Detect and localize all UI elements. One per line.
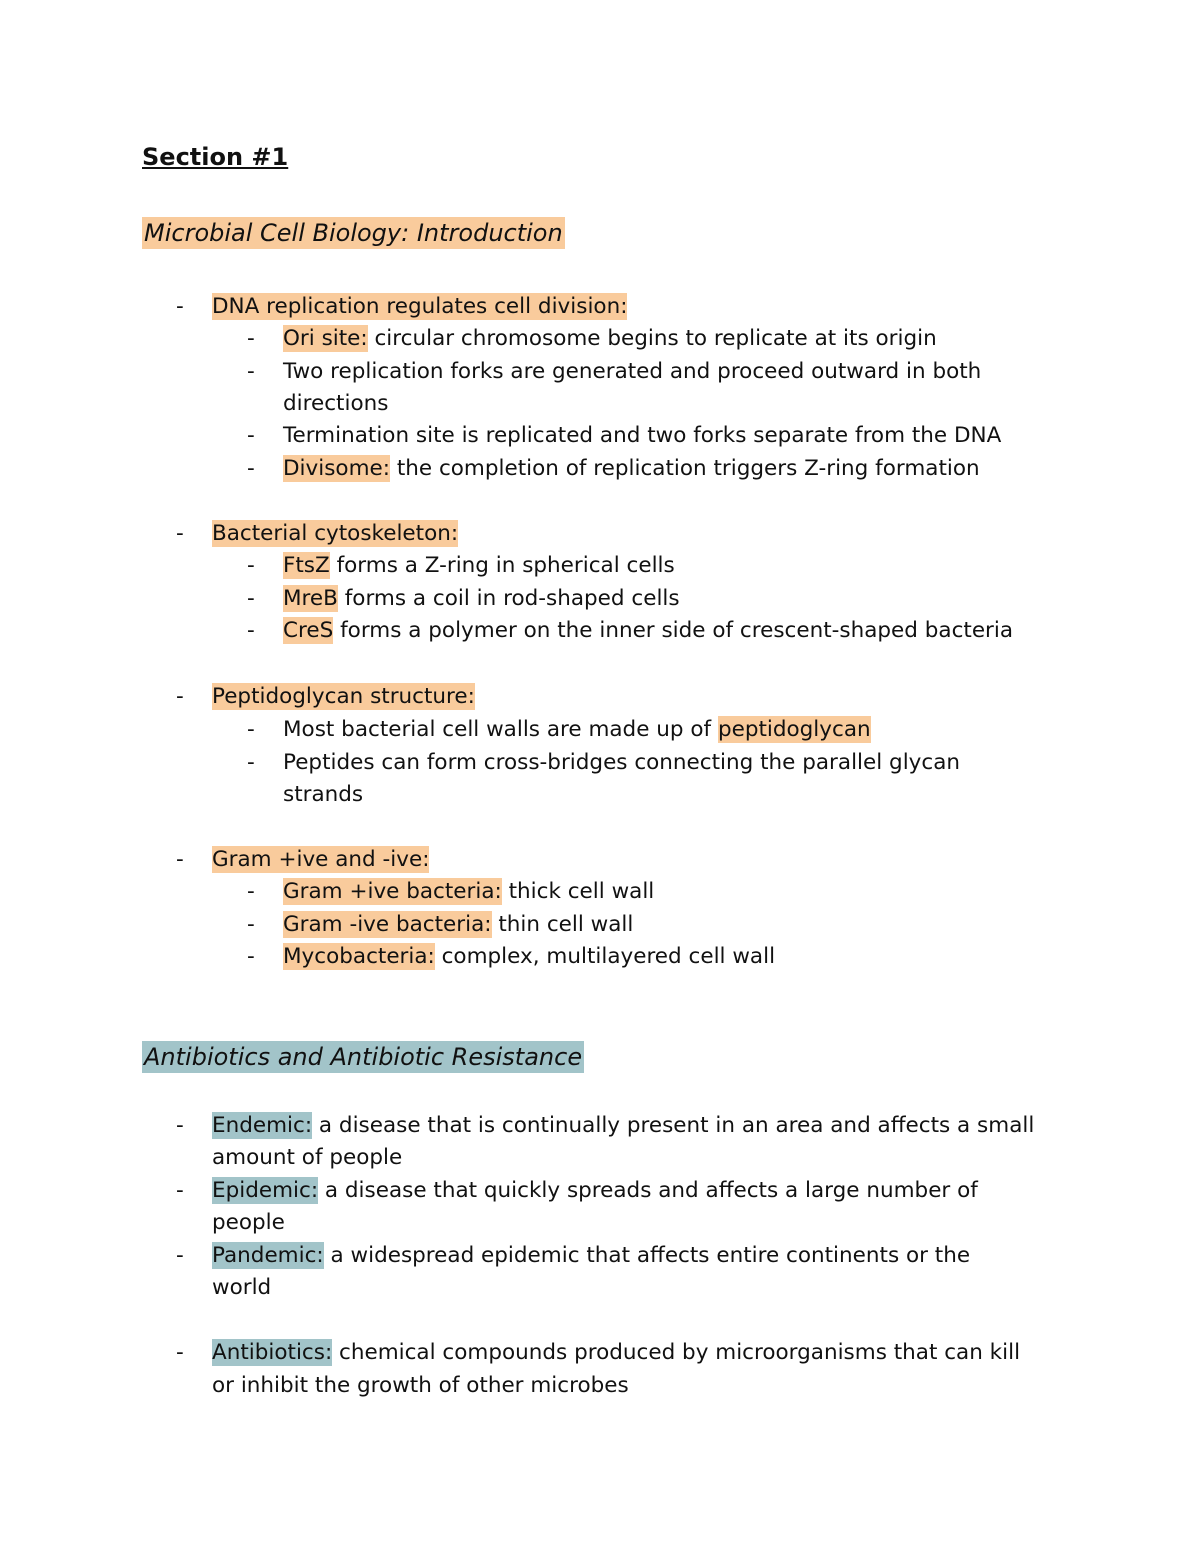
bullet-dash: - [176,847,184,872]
sub-bullet-ori-site [283,323,937,355]
term-cres: CreS [283,618,334,643]
sub-bullet-text: Termination site is replicated and two forks separate from the DNA [283,423,1002,448]
section-heading-antibiotics [142,1040,584,1074]
term-pandemic: Pandemic: [212,1243,324,1268]
sub-bullet-text: Most bacterial cell walls are made up of [283,717,718,742]
bullet-dash: - [176,294,184,319]
bullet-pandemic [212,1240,970,1272]
bullet-text: world [212,1275,272,1300]
bullet-dash: - [176,1113,184,1138]
sub-bullet-termination [283,420,1001,452]
sub-bullet-text: forms a coil in rod-shaped cells [337,586,680,611]
sub-bullet-divisome [283,453,980,485]
sub-bullet-mycobacteria [283,941,775,973]
bullet-label: DNA replication regulates cell division: [212,294,628,319]
sub-bullet-dash: - [247,717,255,742]
bullet-text: a disease that is continually present in an area and affects a small [312,1113,1035,1138]
sub-bullet-dash: - [247,944,255,969]
bullet-continuation [212,1142,402,1174]
bullet-text: chemical compounds produced by microorganisms that can kill [332,1340,1021,1365]
sub-bullet-replication-forks [283,356,981,388]
term-peptidoglycan: peptidoglycan [717,717,871,742]
sub-bullet-dash: - [247,423,255,448]
bullet-text: or inhibit the growth of other microbes [212,1373,629,1398]
sub-bullet-text: complex, multilayered cell wall [434,944,776,969]
bullet-continuation [212,1370,629,1402]
sub-bullet-gram-negative [283,909,633,941]
bullet-text: a disease that quickly spreads and affects a large number of [318,1178,978,1203]
term-divisome: Divisome: [283,456,390,481]
term-antibiotics: Antibiotics: [212,1340,333,1365]
sub-bullet-text: forms a Z-ring in spherical cells [329,553,675,578]
term-mycobacteria: Mycobacteria: [283,944,435,969]
sub-bullet-cres [283,615,1013,647]
term-ftsz: FtsZ [283,553,330,578]
sub-bullet-dash: - [247,456,255,481]
sub-bullet-ftsz [283,550,675,582]
bullet-dash: - [176,1340,184,1365]
sub-bullet-text: directions [283,391,389,416]
bullet-text: amount of people [212,1145,403,1170]
sub-bullet-dash: - [247,553,255,578]
sub-bullet-text: circular chromosome begins to replicate at its origin [367,326,937,351]
sub-bullet-dash: - [247,750,255,775]
sub-bullet-text: forms a polymer on the inner side of crescent-shaped bacteria [333,618,1014,643]
bullet-continuation [212,1207,285,1239]
sub-bullet-dash: - [247,912,255,937]
bullet-gram [212,844,429,876]
bullet-dash: - [176,684,184,709]
sub-bullet-dash: - [247,326,255,351]
bullet-continuation [212,1272,271,1304]
sub-bullet-gram-positive [283,876,654,908]
bullet-cytoskeleton [212,518,458,550]
sub-bullet-continuation [283,779,363,811]
term-gram-positive: Gram +ive bacteria: [283,879,502,904]
sub-bullet-dash: - [247,879,255,904]
sub-bullet-text: Peptides can form cross-bridges connecting the parallel glycan [283,750,961,775]
sub-bullet-text: thin cell wall [491,912,634,937]
bullet-dash: - [176,1178,184,1203]
bullet-label: Bacterial cytoskeleton: [212,521,459,546]
sub-bullet-cross-bridges [283,747,960,779]
bullet-epidemic [212,1175,978,1207]
sub-bullet-text: Two replication forks are generated and proceed outward in both [283,359,982,384]
sub-bullet-text: thick cell wall [501,879,655,904]
term-ori-site: Ori site: [283,326,368,351]
sub-bullet-cell-walls [283,714,871,746]
term-mreb: MreB [283,586,338,611]
sub-bullet-dash: - [247,618,255,643]
section-heading-cell-biology [142,216,565,250]
term-gram-negative: Gram -ive bacteria: [283,912,492,937]
term-epidemic: Epidemic: [212,1178,319,1203]
bullet-endemic [212,1110,1034,1142]
sub-bullet-text: strands [283,782,364,807]
bullet-label: Peptidoglycan structure: [212,684,475,709]
sub-bullet-text: the completion of replication triggers Z-ring formation [390,456,980,481]
term-endemic: Endemic: [212,1113,313,1138]
bullet-text: people [212,1210,285,1235]
sub-bullet-dash: - [247,359,255,384]
bullet-dna-replication [212,291,627,323]
bullet-antibiotics [212,1337,1020,1369]
section-heading-text: Antibiotics and Antibiotic Resistance [144,1043,583,1071]
page-title: Section #1 [142,143,289,171]
bullet-dash: - [176,1243,184,1268]
bullet-label: Gram +ive and -ive: [212,847,430,872]
section-heading-text: Microbial Cell Biology: Introduction [144,219,563,247]
bullet-peptidoglycan [212,681,475,713]
sub-bullet-dash: - [247,586,255,611]
sub-bullet-continuation [283,388,388,420]
bullet-dash: - [176,521,184,546]
sub-bullet-mreb [283,583,680,615]
bullet-text: a widespread epidemic that affects entire continents or the [323,1243,971,1268]
